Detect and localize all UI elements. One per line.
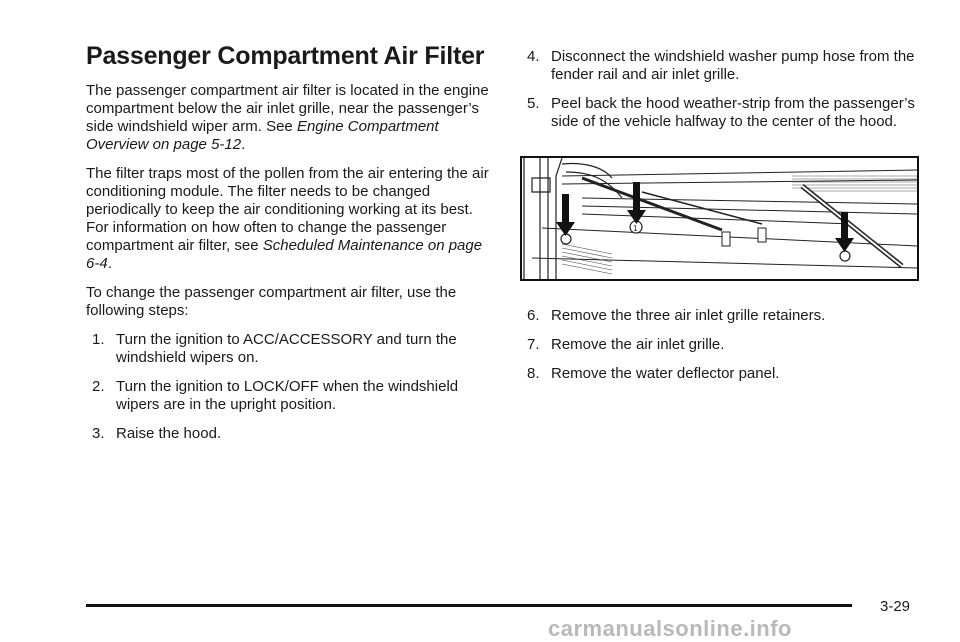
- period: .: [107, 255, 112, 272]
- step-text: Turn the ignition to LOCK/OFF when the windshield wipers are in the upright position.: [116, 378, 459, 413]
- intro-paragraph-filter: [86, 165, 491, 273]
- step-item: [527, 95, 927, 131]
- page-title: Passenger Compartment Air Filter: [86, 42, 485, 70]
- step-number: 6.: [527, 307, 540, 324]
- intro-paragraph-location: [86, 82, 491, 154]
- svg-text:1: 1: [633, 224, 638, 233]
- intro-paragraph-steps: To change the passenger compartment air filter, use the following steps:: [86, 284, 457, 319]
- step-number: 5.: [527, 95, 540, 112]
- step-number: 1.: [92, 331, 105, 348]
- step-item: [527, 365, 927, 383]
- intro-text: The passenger compartment air filter is located in the engine compartment below the air inlet grille, near the passenger’s side windshield wiper arm. See: [86, 82, 489, 135]
- footer-rule: [86, 604, 852, 607]
- scheduled-maintenance-reference: Scheduled Maintenance on page 6-4: [86, 237, 483, 272]
- grille-line-drawing: [522, 158, 917, 279]
- step-text: Remove the air inlet grille.: [551, 336, 725, 353]
- step-number: 7.: [527, 336, 540, 353]
- step-item: [92, 378, 491, 414]
- step-item: [92, 331, 491, 367]
- step-number: 4.: [527, 48, 540, 65]
- left-column: [86, 82, 491, 454]
- right-column-lower: [527, 307, 927, 394]
- step-text: Peel back the hood weather-strip from the passenger’s side of the vehicle halfway to the center of the hood.: [551, 95, 915, 130]
- right-column: [527, 48, 927, 142]
- step-number: 3.: [92, 425, 105, 442]
- step-item: [92, 425, 491, 443]
- step-text: Remove the three air inlet grille retainers.: [551, 307, 826, 324]
- steps-list-right: [527, 48, 927, 131]
- step-number: 2.: [92, 378, 105, 395]
- step-item: [527, 307, 927, 325]
- steps-list-left: [92, 331, 491, 443]
- intro-text: The filter traps most of the pollen from the air entering the air conditioning module. The filter needs to be changed periodically to keep the air conditioning working at its best. For information on how often to change the passenger compartment air filter, see: [86, 165, 489, 254]
- engine-compartment-reference: Engine Compartment Overview on page 5-12: [86, 118, 439, 153]
- step-text: Turn the ignition to ACC/ACCESSORY and turn the windshield wipers on.: [116, 331, 457, 366]
- watermark: carmanualsonline.info: [548, 616, 792, 641]
- period: .: [241, 136, 246, 153]
- step-text: Disconnect the windshield washer pump hose from the fender rail and air inlet grille.: [551, 48, 915, 83]
- step-text: Remove the water deflector panel.: [551, 365, 780, 382]
- step-text: Raise the hood.: [116, 425, 222, 442]
- air-inlet-grille-illustration: [520, 156, 919, 281]
- steps-list-right-lower: [527, 307, 927, 383]
- step-number: 8.: [527, 365, 540, 382]
- page-number: 3-29: [880, 598, 911, 615]
- step-item: [527, 48, 927, 84]
- step-item: [527, 336, 927, 354]
